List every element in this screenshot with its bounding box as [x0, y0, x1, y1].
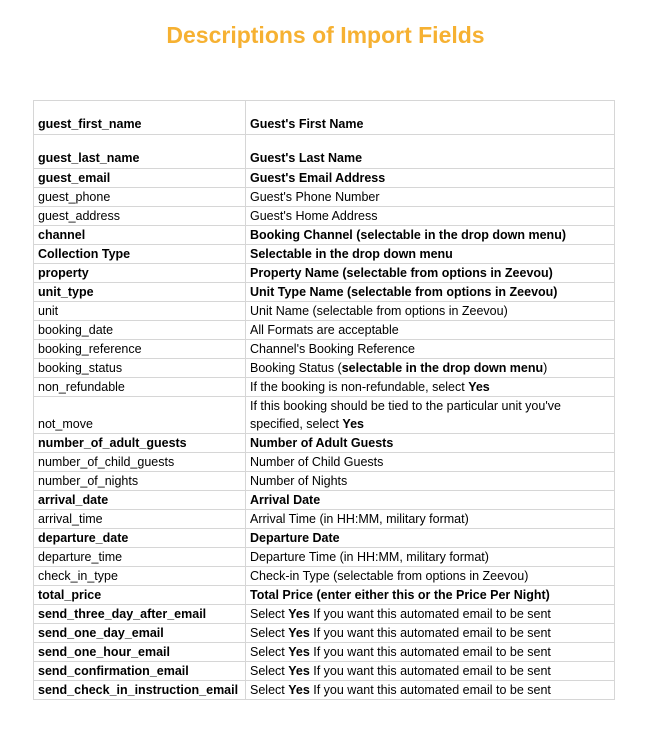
description-text: Booking Status (	[250, 361, 342, 375]
field-name-cell: check_in_type	[34, 567, 246, 586]
field-description-cell	[246, 359, 615, 378]
field-description-cell	[246, 567, 615, 586]
table-row	[34, 529, 615, 548]
table-row	[34, 643, 615, 662]
import-fields-table-body	[34, 101, 615, 700]
field-name-cell: booking_reference	[34, 340, 246, 359]
field-name-cell: number_of_adult_guests	[34, 434, 246, 453]
description-text: Select	[250, 683, 289, 697]
field-description-cell	[246, 472, 615, 491]
description-text: Number of Adult Guests	[250, 436, 394, 450]
table-row	[34, 340, 615, 359]
table-row	[34, 169, 615, 188]
description-text: )	[543, 361, 548, 375]
field-name-cell: departure_time	[34, 548, 246, 567]
table-row	[34, 548, 615, 567]
table-row	[34, 453, 615, 472]
field-name-cell: guest_email	[34, 169, 246, 188]
field-description-cell	[246, 321, 615, 340]
table-row	[34, 321, 615, 340]
field-name-cell: send_one_day_email	[34, 624, 246, 643]
table-row	[34, 567, 615, 586]
description-text: Guest's Phone Number	[250, 190, 380, 204]
description-text: Yes	[288, 683, 310, 697]
table-row	[34, 662, 615, 681]
field-name-cell: send_one_hour_email	[34, 643, 246, 662]
table-row	[34, 624, 615, 643]
field-name-cell: number_of_child_guests	[34, 453, 246, 472]
table-row	[34, 491, 615, 510]
field-name-cell: send_check_in_instruction_email	[34, 681, 246, 700]
description-text: Property Name (selectable from options in Zeevou)	[250, 266, 553, 280]
description-text: If this booking should be tied to the particular unit you've specified, select	[250, 399, 561, 431]
field-description-cell	[246, 207, 615, 226]
description-text: Unit Type Name (selectable from options in Zeevou)	[250, 285, 558, 299]
field-description-cell	[246, 605, 615, 624]
field-description-cell	[246, 491, 615, 510]
field-name-cell: total_price	[34, 586, 246, 605]
description-text: If you want this automated email to be sent	[309, 683, 551, 697]
description-text: Channel's Booking Reference	[250, 342, 415, 356]
description-text: Guest's First Name	[250, 117, 364, 131]
table-row	[34, 188, 615, 207]
table-row	[34, 586, 615, 605]
field-name-cell: send_three_day_after_email	[34, 605, 246, 624]
description-text: Arrival Date	[250, 493, 321, 507]
table-row	[34, 434, 615, 453]
table-row	[34, 681, 615, 700]
description-text: Selectable in the drop down menu	[250, 247, 453, 261]
field-description-cell	[246, 264, 615, 283]
field-name-cell: guest_last_name	[34, 135, 246, 169]
description-text: Number of Nights	[250, 474, 348, 488]
field-description-cell	[246, 510, 615, 529]
description-text: Departure Time (in HH:MM, military format)	[250, 550, 489, 564]
description-text: Yes	[288, 645, 310, 659]
description-text: Departure Date	[250, 531, 340, 545]
description-text: Number of Child Guests	[250, 455, 384, 469]
field-name-cell: channel	[34, 226, 246, 245]
table-row	[34, 101, 615, 135]
description-text: Guest's Home Address	[250, 209, 378, 223]
description-text: Yes	[288, 607, 310, 621]
field-description-cell	[246, 662, 615, 681]
table-row	[34, 226, 615, 245]
description-text: Yes	[288, 626, 310, 640]
field-name-cell: guest_phone	[34, 188, 246, 207]
field-name-cell: Collection Type	[34, 245, 246, 264]
table-row	[34, 207, 615, 226]
field-description-cell	[246, 101, 615, 135]
field-description-cell	[246, 169, 615, 188]
field-name-cell: not_move	[34, 397, 246, 434]
table-row	[34, 397, 615, 434]
description-text: All Formats are acceptable	[250, 323, 399, 337]
description-text: Select	[250, 607, 289, 621]
field-description-cell	[246, 188, 615, 207]
table-row	[34, 135, 615, 169]
field-name-cell: departure_date	[34, 529, 246, 548]
description-text: If you want this automated email to be sent	[309, 645, 551, 659]
field-name-cell: arrival_date	[34, 491, 246, 510]
field-description-cell	[246, 548, 615, 567]
table-row	[34, 510, 615, 529]
field-description-cell	[246, 586, 615, 605]
import-fields-table	[33, 100, 615, 700]
description-text: selectable in the drop down menu	[341, 361, 544, 375]
table-row	[34, 359, 615, 378]
field-description-cell	[246, 624, 615, 643]
description-text: If you want this automated email to be sent	[309, 626, 551, 640]
description-text: Select	[250, 645, 289, 659]
description-text: Yes	[468, 380, 490, 394]
field-description-cell	[246, 283, 615, 302]
field-description-cell	[246, 340, 615, 359]
field-name-cell: property	[34, 264, 246, 283]
field-name-cell: unit_type	[34, 283, 246, 302]
description-text: Guest's Last Name	[250, 151, 363, 165]
field-description-cell	[246, 245, 615, 264]
field-description-cell	[246, 135, 615, 169]
description-text: Select	[250, 664, 289, 678]
field-name-cell: unit	[34, 302, 246, 321]
field-name-cell: arrival_time	[34, 510, 246, 529]
table-row	[34, 378, 615, 397]
field-description-cell	[246, 434, 615, 453]
description-text: Check-in Type (selectable from options in Zeevou)	[250, 569, 529, 583]
description-text: Yes	[288, 664, 310, 678]
field-description-cell	[246, 529, 615, 548]
field-description-cell	[246, 378, 615, 397]
table-row	[34, 245, 615, 264]
field-name-cell: number_of_nights	[34, 472, 246, 491]
description-text: Total Price (enter either this or the Price Per Night)	[250, 588, 550, 602]
field-name-cell: guest_address	[34, 207, 246, 226]
description-text: If you want this automated email to be sent	[309, 664, 551, 678]
field-name-cell: guest_first_name	[34, 101, 246, 135]
description-text: Unit Name (selectable from options in Zeevou)	[250, 304, 508, 318]
table-row	[34, 283, 615, 302]
field-name-cell: booking_status	[34, 359, 246, 378]
description-text: If the booking is non-refundable, select	[250, 380, 469, 394]
field-name-cell: non_refundable	[34, 378, 246, 397]
table-row	[34, 302, 615, 321]
description-text: Arrival Time (in HH:MM, military format)	[250, 512, 469, 526]
field-description-cell	[246, 226, 615, 245]
page-title: Descriptions of Import Fields	[166, 22, 485, 48]
field-description-cell	[246, 453, 615, 472]
field-description-cell	[246, 681, 615, 700]
description-text: If you want this automated email to be sent	[309, 607, 551, 621]
field-name-cell: booking_date	[34, 321, 246, 340]
field-description-cell	[246, 302, 615, 321]
description-text: Yes	[342, 417, 364, 431]
table-row	[34, 605, 615, 624]
field-description-cell	[246, 643, 615, 662]
table-row	[34, 472, 615, 491]
description-text: Booking Channel (selectable in the drop down menu)	[250, 228, 566, 242]
description-text: Select	[250, 626, 289, 640]
table-row	[34, 264, 615, 283]
field-description-cell	[246, 397, 615, 434]
field-name-cell: send_confirmation_email	[34, 662, 246, 681]
description-text: Guest's Email Address	[250, 171, 386, 185]
